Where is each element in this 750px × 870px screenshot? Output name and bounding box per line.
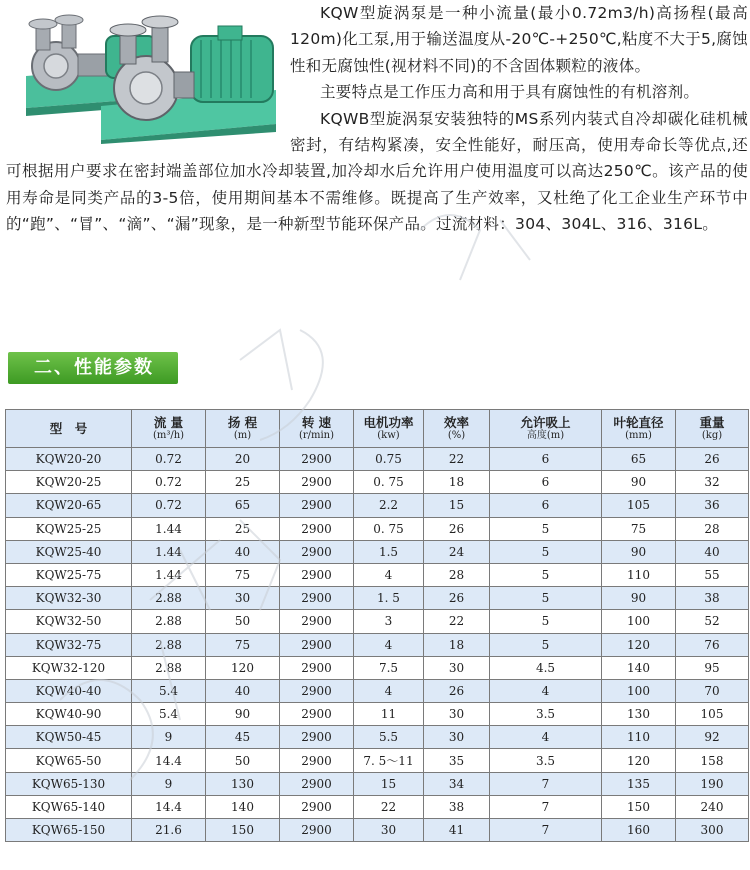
table-row — [6, 471, 749, 494]
table-cell: 5 — [490, 540, 602, 563]
column-header-unit: (kw) — [377, 429, 400, 441]
table-cell: 190 — [676, 772, 749, 795]
table-row — [6, 563, 749, 586]
table-cell: 2900 — [280, 517, 354, 540]
table-row — [6, 610, 749, 633]
table-cell: 7 — [490, 795, 602, 818]
table-cell: 0.75 — [354, 448, 424, 471]
table-cell: KQW50-45 — [6, 726, 132, 749]
table-cell: 4 — [490, 726, 602, 749]
table-cell: 11 — [354, 703, 424, 726]
table-cell: KQW20-20 — [6, 448, 132, 471]
table-cell: KQW25-75 — [6, 563, 132, 586]
table-cell: 140 — [602, 656, 676, 679]
table-cell: 0.72 — [132, 448, 206, 471]
table-cell: 5 — [490, 517, 602, 540]
table-cell: 2900 — [280, 540, 354, 563]
table-cell: 95 — [676, 656, 749, 679]
table-cell: 20 — [206, 448, 280, 471]
table-cell: 36 — [676, 494, 749, 517]
table-cell: 5 — [490, 610, 602, 633]
table-cell: 9 — [132, 772, 206, 795]
table-cell: 4 — [354, 679, 424, 702]
table-cell: 52 — [676, 610, 749, 633]
table-cell: 4 — [354, 563, 424, 586]
table-cell: 26 — [676, 448, 749, 471]
table-cell: 100 — [602, 679, 676, 702]
table-cell: 90 — [602, 540, 676, 563]
table-cell: KQW65-130 — [6, 772, 132, 795]
table-cell: 0.72 — [132, 494, 206, 517]
table-cell: 4.5 — [490, 656, 602, 679]
table-cell: 5 — [490, 587, 602, 610]
table-cell: 2900 — [280, 494, 354, 517]
intro-paragraph-3: KQWB型旋涡泵安装独特的MS系列内装式自冷却碳化硅机械密封，有结构紧凑，安全性能好，耐压高，使用寿命长等优点,还可根据用户要求在密封端盖部位加水冷却装置,加冷却水后允许用户使用温度可以高达250℃。该产品的使用寿命是同类产品的3-5倍，使用期间基本不需维修。既提高了生产效率，又杜绝了化工企业生产环节中的“跑”、“冒”、“滴”、“漏”现象，是一种新型节能环保产品。过流材料：304、304L、316、316L。 — [6, 109, 748, 234]
table-cell: 0. 75 — [354, 517, 424, 540]
table-cell: 6 — [490, 494, 602, 517]
table-cell: 3 — [354, 610, 424, 633]
intro-text — [6, 0, 748, 238]
table-cell: 2900 — [280, 749, 354, 772]
table-cell: KQW25-40 — [6, 540, 132, 563]
table-cell: 4 — [490, 679, 602, 702]
table-cell: 50 — [206, 749, 280, 772]
table-cell: 105 — [676, 703, 749, 726]
column-header-unit: (%) — [447, 429, 466, 441]
table-cell: 90 — [602, 587, 676, 610]
table-cell: KQW32-30 — [6, 587, 132, 610]
table-cell: 25 — [206, 517, 280, 540]
table-cell: 1.44 — [132, 517, 206, 540]
table-cell: 28 — [676, 517, 749, 540]
table-cell: 158 — [676, 749, 749, 772]
column-header-label: 转 速 — [301, 414, 332, 430]
table-cell: 15 — [354, 772, 424, 795]
table-row — [6, 633, 749, 656]
table-cell: 2.88 — [132, 633, 206, 656]
intro-paragraph-2: 主要特点是工作压力高和用于具有腐蚀性的有机溶剂。 — [320, 83, 700, 102]
table-cell: 24 — [424, 540, 490, 563]
table-cell: 2.88 — [132, 587, 206, 610]
table-cell: 140 — [206, 795, 280, 818]
table-body — [6, 448, 749, 842]
table-cell: 30 — [354, 819, 424, 842]
table-cell: 2900 — [280, 656, 354, 679]
table-cell: 2900 — [280, 448, 354, 471]
column-header — [132, 410, 206, 448]
column-header-label: 电机功率 — [363, 414, 414, 430]
table-row — [6, 703, 749, 726]
column-header — [280, 410, 354, 448]
column-header — [424, 410, 490, 448]
table-cell: 300 — [676, 819, 749, 842]
table-cell: 120 — [602, 749, 676, 772]
table-cell: 75 — [206, 633, 280, 656]
table-cell: 30 — [424, 656, 490, 679]
column-header-label: 效率 — [443, 414, 469, 430]
table-cell: 50 — [206, 610, 280, 633]
table-row — [6, 587, 749, 610]
table-row — [6, 540, 749, 563]
table-cell: 150 — [206, 819, 280, 842]
column-header-label: 重量 — [699, 414, 725, 430]
table-cell: KQW32-75 — [6, 633, 132, 656]
section-header: 二、性能参数 — [8, 352, 178, 384]
column-header-unit: (mm) — [625, 429, 652, 441]
table-cell: 2900 — [280, 610, 354, 633]
table-cell: 30 — [424, 703, 490, 726]
table-cell: 2900 — [280, 471, 354, 494]
table-cell: 120 — [206, 656, 280, 679]
table-cell: 2900 — [280, 563, 354, 586]
table-cell: 100 — [602, 610, 676, 633]
table-cell: 2900 — [280, 726, 354, 749]
table-cell: KQW32-50 — [6, 610, 132, 633]
column-header — [490, 410, 602, 448]
table-cell: 2.88 — [132, 656, 206, 679]
table-cell: 120 — [602, 633, 676, 656]
table-row — [6, 726, 749, 749]
table-cell: 5 — [490, 633, 602, 656]
table-row — [6, 656, 749, 679]
table-cell: KQW65-50 — [6, 749, 132, 772]
table-cell: 70 — [676, 679, 749, 702]
table-cell: 0. 75 — [354, 471, 424, 494]
table-cell: 40 — [206, 679, 280, 702]
table-cell: 34 — [424, 772, 490, 795]
table-cell: 22 — [424, 448, 490, 471]
table-cell: 7.5 — [354, 656, 424, 679]
table-cell: KQW20-25 — [6, 471, 132, 494]
table-row — [6, 448, 749, 471]
table-cell: 9 — [132, 726, 206, 749]
table-cell: 40 — [676, 540, 749, 563]
column-header-unit: 高度(m) — [526, 429, 565, 441]
performance-table — [5, 409, 749, 842]
table-cell: 6 — [490, 448, 602, 471]
table-row — [6, 772, 749, 795]
table-cell: 2900 — [280, 587, 354, 610]
table-cell: 30 — [424, 726, 490, 749]
table-cell: 28 — [424, 563, 490, 586]
table-cell: 4 — [354, 633, 424, 656]
table-row — [6, 679, 749, 702]
table-cell: KQW25-25 — [6, 517, 132, 540]
table-cell: 5.4 — [132, 703, 206, 726]
table-cell: 1. 5 — [354, 587, 424, 610]
column-header-unit: (r/min) — [298, 429, 335, 441]
table-row — [6, 819, 749, 842]
table-cell: 14.4 — [132, 795, 206, 818]
table-cell: 5 — [490, 563, 602, 586]
table-cell: 2900 — [280, 772, 354, 795]
table-cell: 2.2 — [354, 494, 424, 517]
table-cell: 130 — [602, 703, 676, 726]
column-header — [6, 410, 132, 448]
table-cell: 22 — [424, 610, 490, 633]
table-cell: 65 — [206, 494, 280, 517]
table-cell: 35 — [424, 749, 490, 772]
column-header — [676, 410, 749, 448]
table-cell: 26 — [424, 517, 490, 540]
table-row — [6, 494, 749, 517]
table-cell: KQW32-120 — [6, 656, 132, 679]
table-cell: 92 — [676, 726, 749, 749]
table-cell: 130 — [206, 772, 280, 795]
table-cell: 7. 5～11 — [354, 749, 424, 772]
table-cell: 5.4 — [132, 679, 206, 702]
table-cell: 0.72 — [132, 471, 206, 494]
table-row — [6, 795, 749, 818]
table-cell: KQW40-40 — [6, 679, 132, 702]
table-cell: 75 — [602, 517, 676, 540]
table-cell: 76 — [676, 633, 749, 656]
table-cell: 14.4 — [132, 749, 206, 772]
table-cell: 105 — [602, 494, 676, 517]
column-header-label: 允许吸上 — [520, 414, 571, 430]
table-cell: 2900 — [280, 633, 354, 656]
table-cell: 22 — [354, 795, 424, 818]
table-cell: 90 — [206, 703, 280, 726]
table-cell: 2.88 — [132, 610, 206, 633]
table-cell: 32 — [676, 471, 749, 494]
table-cell: 90 — [602, 471, 676, 494]
table-cell: 25 — [206, 471, 280, 494]
table-cell: 18 — [424, 633, 490, 656]
table-cell: 18 — [424, 471, 490, 494]
table-cell: 30 — [206, 587, 280, 610]
table-cell: 3.5 — [490, 749, 602, 772]
table-cell: 7 — [490, 772, 602, 795]
table-cell: 45 — [206, 726, 280, 749]
column-header-label: 型 号 — [49, 421, 88, 436]
table-cell: 150 — [602, 795, 676, 818]
table-cell: 40 — [206, 540, 280, 563]
table-cell: 5.5 — [354, 726, 424, 749]
table-cell: 1.44 — [132, 540, 206, 563]
table-cell: 1.44 — [132, 563, 206, 586]
table-cell: 3.5 — [490, 703, 602, 726]
table-cell: 41 — [424, 819, 490, 842]
column-header-unit: (m) — [233, 429, 252, 441]
column-header-unit: (kg) — [701, 429, 723, 441]
table-cell: 110 — [602, 726, 676, 749]
table-cell: 2900 — [280, 795, 354, 818]
column-header-label: 流 量 — [153, 414, 184, 430]
table-cell: 65 — [602, 448, 676, 471]
table-cell: 55 — [676, 563, 749, 586]
table-cell: 21.6 — [132, 819, 206, 842]
table-cell: 2900 — [280, 679, 354, 702]
table-cell: 6 — [490, 471, 602, 494]
column-header-label: 叶轮直径 — [613, 414, 664, 430]
table-cell: 7 — [490, 819, 602, 842]
table-cell: 135 — [602, 772, 676, 795]
table-cell: 240 — [676, 795, 749, 818]
table-row — [6, 749, 749, 772]
table-cell: KQW40-90 — [6, 703, 132, 726]
table-cell: 1.5 — [354, 540, 424, 563]
table-cell: 26 — [424, 679, 490, 702]
table-cell: 38 — [676, 587, 749, 610]
table-cell: KQW65-150 — [6, 819, 132, 842]
column-header — [602, 410, 676, 448]
table-cell: 38 — [424, 795, 490, 818]
column-header-label: 扬 程 — [227, 414, 258, 430]
table-cell: 15 — [424, 494, 490, 517]
table-cell: KQW65-140 — [6, 795, 132, 818]
column-header — [206, 410, 280, 448]
table-header-row — [6, 410, 749, 448]
table-cell: 160 — [602, 819, 676, 842]
table-cell: 2900 — [280, 703, 354, 726]
table-cell: 2900 — [280, 819, 354, 842]
column-header — [354, 410, 424, 448]
table-row — [6, 517, 749, 540]
intro-paragraph-1: KQW型旋涡泵是一种小流量(最小0.72m3/h)高扬程(最高120m)化工泵,用于输送温度从-20℃-+250℃,粘度不大于5,腐蚀性和无腐蚀性(视材料不同)的不含固体颗粒的液体。 — [290, 4, 748, 75]
table-cell: 26 — [424, 587, 490, 610]
table-cell: 110 — [602, 563, 676, 586]
table-cell: KQW20-65 — [6, 494, 132, 517]
column-header-unit: (m³/h) — [152, 429, 185, 441]
table-cell: 75 — [206, 563, 280, 586]
